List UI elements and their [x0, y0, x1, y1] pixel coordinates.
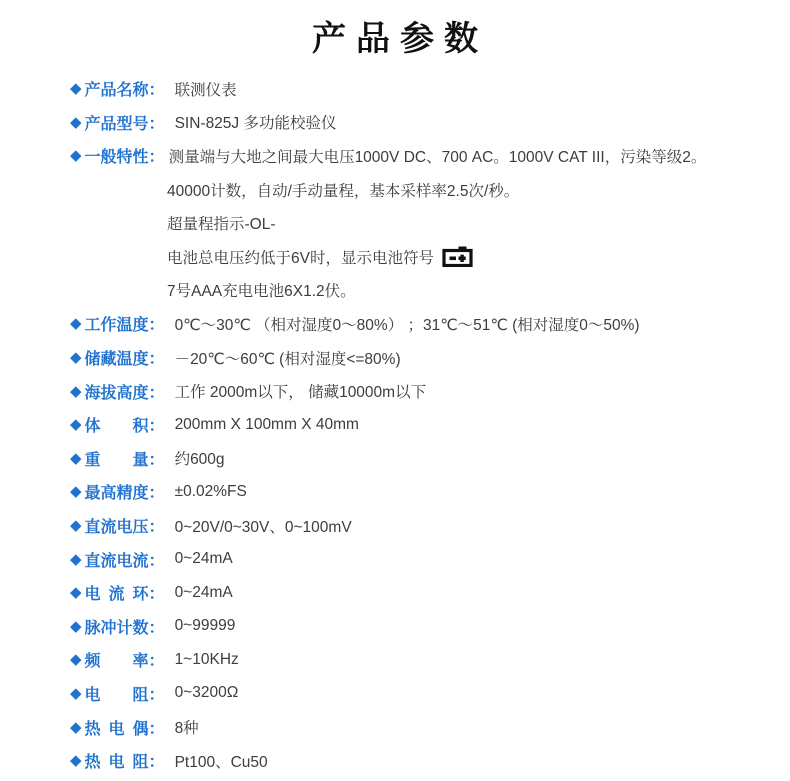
spec-label: 电流环	[84, 586, 149, 604]
spec-label: 一般特性	[84, 149, 149, 167]
spec-colon: ：	[148, 720, 161, 738]
diamond-bullet-icon: ◆	[70, 80, 82, 98]
spec-value-line: 电池总电压约低于6V时，显示电池符号	[167, 249, 434, 267]
general-features-line	[167, 173, 778, 207]
spec-colon: ：	[148, 485, 161, 503]
spec-value: 200mm X 100mm X 40mm	[174, 415, 359, 433]
spec-value-line: 40000计数，自动/手动量程，基本采样率2.5次/秒。	[167, 182, 520, 200]
spec-row-current-loop	[70, 576, 778, 610]
spec-value: Pt100、Cu50	[174, 753, 268, 771]
spec-row-frequency	[70, 643, 778, 677]
diamond-bullet-icon: ◆	[70, 718, 82, 736]
spec-value: 测量端与大地之间最大电压1000V DC、700 AC。1000V CAT III，污染等级2。	[168, 148, 707, 166]
diamond-bullet-icon: ◆	[70, 416, 82, 434]
diamond-bullet-icon: ◆	[70, 584, 82, 602]
diamond-bullet-icon: ◆	[70, 684, 82, 702]
spec-value: －20℃～60℃ (相对湿度<=80%)	[174, 350, 401, 368]
spec-label: 产品名称	[84, 82, 149, 100]
battery-low-icon	[442, 246, 473, 267]
spec-value: 0~3200Ω	[174, 684, 239, 702]
spec-colon: ：	[148, 384, 161, 402]
spec-colon: ：	[148, 149, 161, 167]
spec-colon: ：	[148, 586, 161, 604]
spec-value: 8种	[174, 720, 199, 738]
general-features-line	[167, 274, 778, 308]
diamond-bullet-icon: ◆	[70, 147, 82, 165]
spec-value: 工作 2000m以下， 储藏10000m以下	[174, 384, 427, 402]
diamond-bullet-icon: ◆	[70, 617, 82, 635]
spec-label: 频率	[84, 653, 149, 671]
spec-label: 热电阻	[84, 754, 149, 772]
spec-label: 脉冲计数	[84, 619, 149, 637]
spec-colon: ：	[148, 451, 161, 469]
spec-row-resistance	[70, 677, 778, 711]
spec-value: 0~24mA	[174, 550, 233, 568]
spec-row-product-name	[70, 72, 778, 106]
spec-value: ±0.02%FS	[174, 482, 247, 500]
general-features-line	[167, 206, 778, 240]
diamond-bullet-icon: ◆	[70, 449, 82, 467]
spec-colon: ：	[148, 653, 161, 671]
spec-value: SIN-825J 多功能校验仪	[174, 115, 337, 133]
spec-row-dc-current	[70, 542, 778, 576]
spec-colon: ：	[148, 686, 161, 704]
spec-row-thermocouple	[70, 710, 778, 744]
diamond-bullet-icon: ◆	[70, 550, 82, 568]
spec-label: 热电偶	[84, 720, 149, 738]
diamond-bullet-icon: ◆	[70, 315, 82, 333]
spec-value: 0℃～30℃ （相对湿度0～80%） ；31℃～51℃ (相对湿度0～50%)	[174, 316, 640, 334]
spec-label: 产品型号	[84, 115, 149, 133]
spec-row-altitude	[70, 374, 778, 408]
spec-row-volume	[70, 408, 778, 442]
spec-label: 体积	[84, 418, 149, 436]
spec-value-line: 超量程指示-OL-	[167, 216, 276, 234]
spec-label: 海拔高度	[84, 384, 149, 402]
spec-colon: ：	[148, 82, 161, 100]
spec-colon: ：	[148, 619, 161, 637]
spec-colon: ：	[148, 754, 161, 772]
spec-label: 最高精度	[84, 485, 149, 503]
spec-colon: ：	[148, 418, 161, 436]
spec-label: 工作温度	[84, 317, 149, 335]
spec-colon: ：	[148, 115, 161, 133]
spec-colon: ：	[148, 351, 161, 369]
spec-colon: ：	[148, 317, 161, 335]
spec-label: 重量	[84, 451, 149, 469]
spec-row-pulse-count	[70, 610, 778, 644]
spec-colon: ：	[148, 552, 161, 570]
spec-value-line: 7号AAA充电电池6X1.2伏。	[167, 283, 356, 301]
spec-label: 直流电流	[84, 552, 149, 570]
diamond-bullet-icon: ◆	[70, 113, 82, 131]
page-title: 产品参数	[312, 20, 488, 58]
spec-value: 1~10KHz	[174, 650, 239, 668]
diamond-bullet-icon: ◆	[70, 382, 82, 400]
spec-list	[0, 72, 790, 777]
diamond-bullet-icon: ◆	[70, 651, 82, 669]
spec-row-product-model	[70, 106, 778, 140]
diamond-bullet-icon: ◆	[70, 752, 82, 770]
diamond-bullet-icon: ◆	[70, 349, 82, 367]
spec-row-working-temperature	[70, 307, 778, 341]
spec-row-weight	[70, 442, 778, 476]
spec-label: 储藏温度	[84, 351, 149, 369]
spec-value: 约600g	[174, 451, 225, 469]
spec-row-rtd	[70, 744, 778, 778]
spec-value: 联测仪表	[174, 81, 237, 99]
general-features-line	[167, 240, 778, 274]
spec-row-dc-voltage	[70, 509, 778, 543]
spec-row-max-accuracy	[70, 475, 778, 509]
spec-value: 0~24mA	[174, 583, 233, 601]
diamond-bullet-icon: ◆	[70, 483, 82, 501]
diamond-bullet-icon: ◆	[70, 517, 82, 535]
spec-label: 直流电压	[84, 519, 149, 537]
spec-label: 电阻	[84, 686, 149, 704]
spec-row-storage-temperature	[70, 341, 778, 375]
spec-colon: ：	[148, 519, 161, 537]
spec-value: 0~99999	[174, 617, 236, 635]
spec-value: 0~20V/0~30V、0~100mV	[174, 518, 352, 536]
spec-row-general-features	[70, 139, 778, 173]
